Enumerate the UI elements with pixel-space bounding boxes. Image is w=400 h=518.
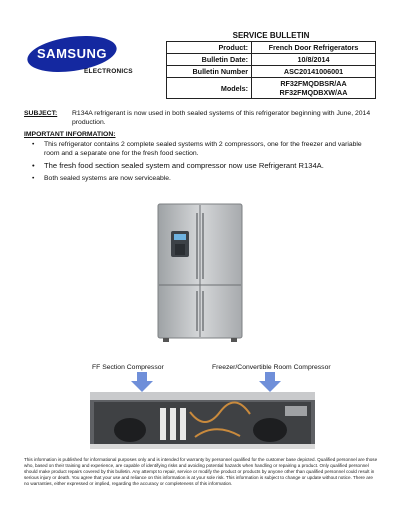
model-number: RF32FMQDBXW/AA xyxy=(279,88,348,97)
product-value: French Door Refrigerators xyxy=(252,42,376,54)
bulletin-info-table xyxy=(166,41,376,99)
subject-label: SUBJECT: xyxy=(24,110,58,117)
ff-compressor-label: FF Section Compressor xyxy=(92,364,164,371)
disclaimer-text: This information is published for informational purposes only and is intended for warranty by personnel qualified for the customer base depicted. Qualified personnel are those who, based on their training and experience, are capable of identifying risks and avoiding potential hazards when handling or repairing a product. Only qualified personnel should make product repairs covered by this bulletin. Any attempt to repair, service or modify the product or products by anyone other than qualified personnel could result in serious injury or death. You agree that your use and reliance on this information is at your sole risk. This information is subject to change or update without notice. There are no warranties, either expressed or implied, regarding the accuracy or completeness of this information. xyxy=(24,457,378,486)
bulletin-title: SERVICE BULLETIN xyxy=(232,31,310,40)
important-bullet-list xyxy=(28,141,378,187)
important-heading: IMPORTANT INFORMATION: xyxy=(24,131,116,138)
date-value: 10/8/2014 xyxy=(252,54,376,66)
product-row xyxy=(167,42,376,54)
refrigerator-image xyxy=(157,203,243,343)
compressor-compartment-photo xyxy=(90,392,315,449)
freezer-compressor-label: Freezer/Convertible Room Compressor xyxy=(212,364,331,371)
number-row xyxy=(167,66,376,78)
arrow-down-icon xyxy=(131,372,153,392)
models-value xyxy=(252,78,376,99)
arrow-down-icon xyxy=(259,372,281,392)
date-label: Bulletin Date: xyxy=(167,54,252,66)
product-label: Product: xyxy=(167,42,252,54)
number-label: Bulletin Number xyxy=(167,66,252,78)
models-row xyxy=(167,78,376,99)
logo-text: SAMSUNG xyxy=(37,46,107,61)
date-row xyxy=(167,54,376,66)
bullet-item: • The fresh food section sealed system and compressor now use Refrigerant R134A. xyxy=(28,162,378,171)
electronics-label: ELECTRONICS xyxy=(84,68,133,75)
models-label: Models: xyxy=(167,78,252,99)
subject-text: R134A refrigerant is now used in both sealed systems of this refrigerator beginning with June, 2014 production. xyxy=(72,110,371,126)
model-number: RF32FMQDBSR/AA xyxy=(280,79,347,88)
number-value: ASC20141006001 xyxy=(252,66,376,78)
bullet-item: • This refrigerator contains 2 complete sealed systems with 2 compressors, one for the freezer and variable room and a separate one for the fresh food section. xyxy=(28,141,378,158)
bullet-item: • Both sealed systems are now serviceable. xyxy=(28,175,378,184)
